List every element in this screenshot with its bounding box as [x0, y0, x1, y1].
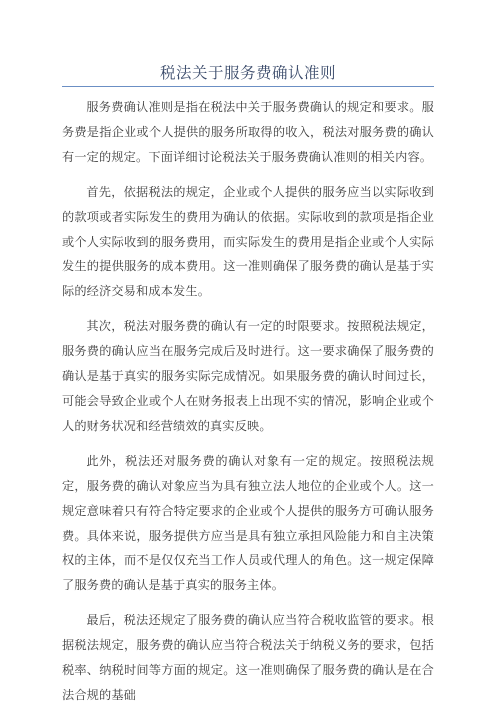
document-body — [62, 95, 434, 718]
paragraph-final: 最后，税法还规定了服务费的确认应当符合税收监管的要求。根据税法规定，服务费的确认应当符合税法关于纳税义务的要求，包括税率、纳税时间等方面的规定。这一准则确保了服务费的确认是在合法合规的基础 — [62, 613, 434, 702]
title-underline — [62, 86, 434, 87]
paragraph-first: 首先，依据税法的规定，企业或个人提供的服务应当以实际收到的款项或者实际发生的费用为确认的依据。实际收到的款项是指企业或个人实际收到的服务费用，而实际发生的费用是指企业或个人实际发生的提供服务的成本费用。这一准则确保了服务费的确认是基于实际的经济交易和成本发生。 — [62, 184, 434, 299]
document-title: 税法关于服务费确认准则 — [159, 64, 336, 82]
paragraph-third: 此外，税法还对服务费的确认对象有一定的规定。按照税法规定，服务费的确认对象应当为具有独立法人地位的企业或个人。这一规定意味着只有符合特定要求的企业或个人提供的服务方可确认服务费。具体来说，服务提供方应当是具有独立承担风险能力和自主决策权的主体，而不是仅仅充当工作人员或代理人的角色。这一规定保障了服务费的确认是基于真实的服务主体。 — [62, 453, 434, 593]
paragraph-second: 其次，税法对服务费的确认有一定的时限要求。按照税法规定，服务费的确认应当在服务完成后及时进行。这一要求确保了服务费的确认是基于真实的服务实际完成情况。如果服务费的确认时间过长，可能会导致企业或个人在财务报表上出现不实的情况，影响企业或个人的财务状况和经营绩效的真实反映。 — [62, 319, 434, 433]
paragraph-intro: 服务费确认准则是指在税法中关于服务费确认的规定和要求。服务费是指企业或个人提供的服务所取得的收入，税法对服务费的确认有一定的规定。下面详细讨论税法关于服务费确认准则的相关内容。 — [62, 100, 434, 164]
